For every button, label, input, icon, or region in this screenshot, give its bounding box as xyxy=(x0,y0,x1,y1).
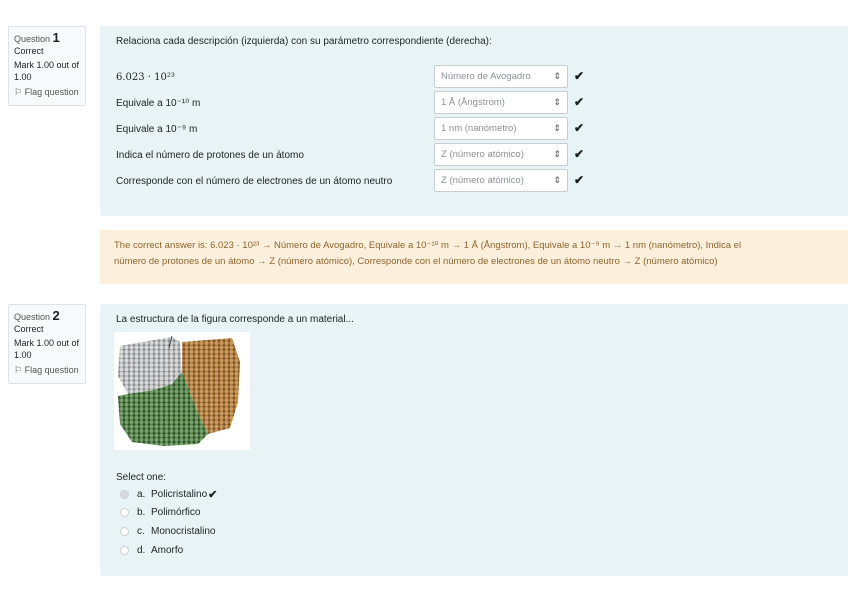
answer-select[interactable]: 1 Å (Ångstrom) ⇕ xyxy=(434,91,568,114)
match-label: Equivale a 10⁻⁹ m xyxy=(116,123,198,135)
option-label: Policristalino xyxy=(151,489,208,500)
option-label: Amorfo xyxy=(151,545,184,556)
answer-option[interactable]: d. Amorfo xyxy=(120,545,183,556)
match-row xyxy=(116,65,586,89)
flag-question-link[interactable]: ⚐ Flag question xyxy=(14,365,79,375)
question-text: Relaciona cada descripción (izquierda) con su parámetro correspondiente (derecha): xyxy=(116,36,492,47)
match-label: Equivale a 10⁻¹⁰ m xyxy=(116,97,201,109)
question-number: Question 2 xyxy=(14,308,60,323)
select-caret-icon: ⇕ xyxy=(553,175,561,185)
flag-icon: ⚐ xyxy=(14,365,23,375)
option-label: Monocristalino xyxy=(151,526,216,537)
question-state: Correct xyxy=(14,324,44,334)
answer-option[interactable]: b. Polimórfico xyxy=(120,507,200,518)
answer-option[interactable]: a. Policristalino ✔ xyxy=(120,488,217,501)
question-text: La estructura de la figura corresponde a un material... xyxy=(116,314,354,325)
question-info-2 xyxy=(8,304,86,384)
correct-check-icon: ✔ xyxy=(208,489,218,501)
answer-select[interactable]: 1 nm (nanómetro) ⇕ xyxy=(434,117,568,140)
feedback-line-1: The correct answer is: 6.023 · 10²³ → Número de Avogadro, Equivale a 10⁻¹⁰ m → 1 Å (Ångstrom), Equivale a 10⁻⁹ m → 1 nm (nanómetro), Indica el xyxy=(114,240,742,251)
correct-check-icon: ✔ xyxy=(574,69,585,83)
feedback-line-2: número de protones de un átomo → Z (número atómico), Corresponde con el número de electrones de un átomo neutro → Z (número atómico) xyxy=(114,256,718,267)
flag-icon: ⚐ xyxy=(14,87,23,97)
radio-button[interactable] xyxy=(120,546,129,555)
polycrystal-figure xyxy=(114,332,250,450)
correct-check-icon: ✔ xyxy=(574,173,585,187)
select-caret-icon: ⇕ xyxy=(553,123,561,133)
right-answer-feedback xyxy=(100,230,848,284)
select-caret-icon: ⇕ xyxy=(553,149,561,159)
match-row xyxy=(116,169,586,193)
select-caret-icon: ⇕ xyxy=(553,97,561,107)
question-formulation-2 xyxy=(100,304,848,576)
correct-check-icon: ✔ xyxy=(574,95,585,109)
match-label: Corresponde con el número de electrones de un átomo neutro xyxy=(116,175,393,187)
match-label: Indica el número de protones de un átomo xyxy=(116,149,304,161)
question-formulation-1 xyxy=(100,26,848,216)
answer-option[interactable]: c. Monocristalino xyxy=(120,526,215,537)
option-label: Polimórfico xyxy=(151,507,201,518)
answer-select[interactable]: Z (número atómico) ⇕ xyxy=(434,143,568,166)
question-state: Correct xyxy=(14,46,44,56)
answer-select[interactable]: Z (número atómico) ⇕ xyxy=(434,169,568,192)
radio-button[interactable] xyxy=(120,508,129,517)
answer-select[interactable]: Número de Avogadro ⇕ xyxy=(434,65,568,88)
question-mark: Mark 1.00 out of 1.00 xyxy=(14,60,80,82)
match-row xyxy=(116,117,586,141)
radio-button[interactable] xyxy=(120,527,129,536)
match-row xyxy=(116,91,586,115)
radio-button[interactable] xyxy=(120,490,129,499)
flag-question-link[interactable]: ⚐ Flag question xyxy=(14,87,79,97)
question-number: Question 1 xyxy=(14,30,60,45)
select-one-prompt: Select one: xyxy=(116,472,167,483)
question-mark: Mark 1.00 out of 1.00 xyxy=(14,338,80,360)
question-info-1 xyxy=(8,26,86,106)
select-caret-icon: ⇕ xyxy=(553,71,561,81)
match-label: 6.023 · 10²³ xyxy=(116,71,175,83)
correct-check-icon: ✔ xyxy=(574,147,585,161)
correct-check-icon: ✔ xyxy=(574,121,585,135)
match-row xyxy=(116,143,586,167)
